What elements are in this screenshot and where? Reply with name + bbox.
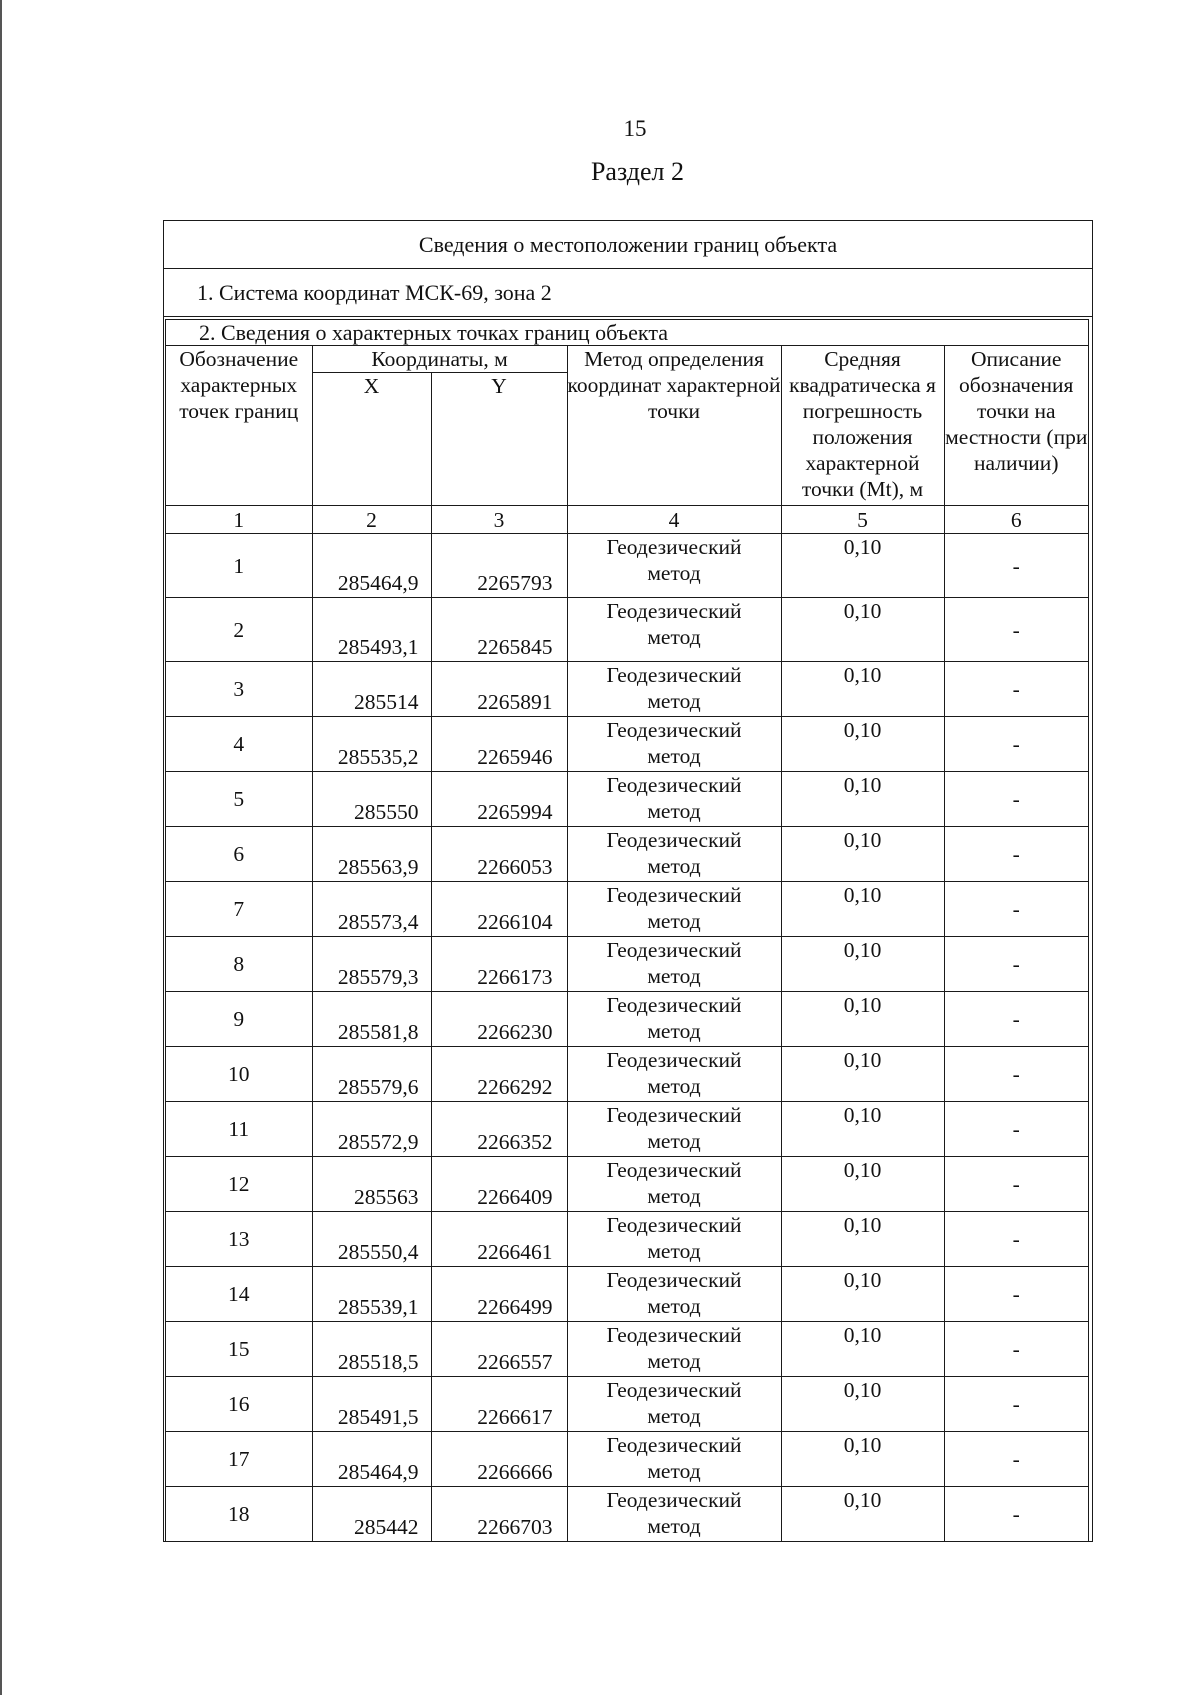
description-value: - bbox=[944, 717, 1088, 772]
coord-x: 285442 bbox=[312, 1487, 431, 1542]
column-number: 2 bbox=[312, 506, 431, 534]
boundary-info-box bbox=[163, 220, 1093, 1542]
method-line-2: метод bbox=[647, 1514, 701, 1538]
coord-y: 2266352 bbox=[431, 1102, 567, 1157]
mt-value: 0,10 bbox=[781, 992, 944, 1047]
point-number: 1 bbox=[166, 534, 312, 598]
mt-value: 0,10 bbox=[781, 662, 944, 717]
method-line-2: метод bbox=[647, 1349, 701, 1373]
point-number: 14 bbox=[166, 1267, 312, 1322]
method-cell bbox=[567, 1487, 781, 1542]
coord-x: 285514 bbox=[312, 662, 431, 717]
point-number: 11 bbox=[166, 1102, 312, 1157]
method-line-1: Геодезический bbox=[606, 1268, 742, 1292]
mt-value: 0,10 bbox=[781, 1267, 944, 1322]
description-value: - bbox=[944, 1377, 1088, 1432]
coord-y: 2266053 bbox=[431, 827, 567, 882]
description-value: - bbox=[944, 1047, 1088, 1102]
coord-y: 2266409 bbox=[431, 1157, 567, 1212]
method-line-2: метод bbox=[647, 799, 701, 823]
table-row bbox=[166, 1487, 1088, 1542]
coord-x: 285579,6 bbox=[312, 1047, 431, 1102]
method-line-2: метод bbox=[647, 561, 701, 585]
method-cell bbox=[567, 1377, 781, 1432]
points-table bbox=[166, 346, 1088, 1542]
description-value: - bbox=[944, 827, 1088, 882]
method-cell bbox=[567, 937, 781, 992]
table-row bbox=[166, 882, 1088, 937]
mt-value: 0,10 bbox=[781, 1432, 944, 1487]
coord-x: 285581,8 bbox=[312, 992, 431, 1047]
coord-y: 2266230 bbox=[431, 992, 567, 1047]
method-line-2: метод bbox=[647, 1294, 701, 1318]
point-number: 10 bbox=[166, 1047, 312, 1102]
column-number: 1 bbox=[166, 506, 312, 534]
method-line-1: Геодезический bbox=[606, 993, 742, 1017]
coord-x: 285464,9 bbox=[312, 534, 431, 598]
coord-x: 285550 bbox=[312, 772, 431, 827]
method-cell bbox=[567, 534, 781, 598]
section-title: Раздел 2 bbox=[590, 157, 685, 186]
method-line-1: Геодезический bbox=[606, 1488, 742, 1512]
point-number: 9 bbox=[166, 992, 312, 1047]
method-cell bbox=[567, 662, 781, 717]
method-line-1: Геодезический bbox=[606, 599, 742, 623]
method-line-1: Геодезический bbox=[606, 828, 742, 852]
method-cell bbox=[567, 1047, 781, 1102]
coord-x: 285579,3 bbox=[312, 937, 431, 992]
table-row bbox=[166, 827, 1088, 882]
description-value: - bbox=[944, 1432, 1088, 1487]
coordinate-system: 1. Система координат МСК-69, зона 2 bbox=[164, 269, 1092, 317]
coord-y: 2266461 bbox=[431, 1212, 567, 1267]
description-value: - bbox=[944, 992, 1088, 1047]
coord-y: 2266292 bbox=[431, 1047, 567, 1102]
coord-y: 2266104 bbox=[431, 882, 567, 937]
col-header-y: Y bbox=[431, 373, 567, 506]
method-line-1: Геодезический bbox=[606, 718, 742, 742]
table-row bbox=[166, 1432, 1088, 1487]
coord-y: 2265793 bbox=[431, 534, 567, 598]
method-line-2: метод bbox=[647, 625, 701, 649]
method-line-2: метод bbox=[647, 964, 701, 988]
point-number: 3 bbox=[166, 662, 312, 717]
point-number: 16 bbox=[166, 1377, 312, 1432]
table-row bbox=[166, 598, 1088, 662]
table-row bbox=[166, 1322, 1088, 1377]
table-row bbox=[166, 1047, 1088, 1102]
description-value: - bbox=[944, 1157, 1088, 1212]
description-value: - bbox=[944, 534, 1088, 598]
coord-x: 285535,2 bbox=[312, 717, 431, 772]
method-line-2: метод bbox=[647, 1129, 701, 1153]
mt-value: 0,10 bbox=[781, 1322, 944, 1377]
coord-y: 2266499 bbox=[431, 1267, 567, 1322]
method-cell bbox=[567, 882, 781, 937]
coord-x: 285493,1 bbox=[312, 598, 431, 662]
method-line-1: Геодезический bbox=[606, 535, 742, 559]
point-number: 6 bbox=[166, 827, 312, 882]
point-number: 13 bbox=[166, 1212, 312, 1267]
point-number: 8 bbox=[166, 937, 312, 992]
table-row bbox=[166, 772, 1088, 827]
mt-value: 0,10 bbox=[781, 534, 944, 598]
point-number: 12 bbox=[166, 1157, 312, 1212]
coord-x: 285573,4 bbox=[312, 882, 431, 937]
mt-value: 0,10 bbox=[781, 1157, 944, 1212]
point-number: 17 bbox=[166, 1432, 312, 1487]
mt-value: 0,10 bbox=[781, 772, 944, 827]
method-line-1: Геодезический bbox=[606, 1323, 742, 1347]
boundary-heading: Сведения о местоположении границ объекта bbox=[164, 221, 1092, 269]
coord-y: 2266703 bbox=[431, 1487, 567, 1542]
method-line-2: метод bbox=[647, 689, 701, 713]
description-value: - bbox=[944, 1487, 1088, 1542]
method-cell bbox=[567, 1432, 781, 1487]
points-section bbox=[165, 319, 1089, 1541]
method-line-1: Геодезический bbox=[606, 883, 742, 907]
coord-y: 2265891 bbox=[431, 662, 567, 717]
col-header-coords: Координаты, м bbox=[312, 346, 567, 373]
col-header-mt: Средняя квадратическа я погрешность положения характерной точки (Mt), м bbox=[781, 346, 944, 506]
col-header-description: Описание обозначения точки на местности (при наличии) bbox=[944, 346, 1088, 506]
table-row bbox=[166, 534, 1088, 598]
coord-y: 2265845 bbox=[431, 598, 567, 662]
coord-y: 2265994 bbox=[431, 772, 567, 827]
description-value: - bbox=[944, 598, 1088, 662]
method-cell bbox=[567, 827, 781, 882]
method-line-1: Геодезический bbox=[606, 663, 742, 687]
coord-y: 2266617 bbox=[431, 1377, 567, 1432]
method-cell bbox=[567, 598, 781, 662]
method-line-1: Геодезический bbox=[606, 1103, 742, 1127]
coord-x: 285464,9 bbox=[312, 1432, 431, 1487]
col-header-designation: Обозначение характерных точек границ bbox=[166, 346, 312, 506]
method-line-1: Геодезический bbox=[606, 773, 742, 797]
col-header-method: Метод определения координат характерной точки bbox=[567, 346, 781, 506]
point-number: 4 bbox=[166, 717, 312, 772]
coord-y: 2265946 bbox=[431, 717, 567, 772]
coord-y: 2266557 bbox=[431, 1322, 567, 1377]
mt-value: 0,10 bbox=[781, 1102, 944, 1157]
mt-value: 0,10 bbox=[781, 1377, 944, 1432]
mt-value: 0,10 bbox=[781, 1047, 944, 1102]
coord-x: 285539,1 bbox=[312, 1267, 431, 1322]
col-header-x: X bbox=[312, 373, 431, 506]
description-value: - bbox=[944, 1322, 1088, 1377]
method-line-1: Геодезический bbox=[606, 1213, 742, 1237]
method-cell bbox=[567, 992, 781, 1047]
method-line-1: Геодезический bbox=[606, 1433, 742, 1457]
description-value: - bbox=[944, 1267, 1088, 1322]
coord-x: 285572,9 bbox=[312, 1102, 431, 1157]
method-line-2: метод bbox=[647, 744, 701, 768]
column-number: 3 bbox=[431, 506, 567, 534]
method-line-1: Геодезический bbox=[606, 1048, 742, 1072]
method-line-2: метод bbox=[647, 854, 701, 878]
table-row bbox=[166, 1157, 1088, 1212]
column-number-row bbox=[166, 506, 1088, 534]
mt-value: 0,10 bbox=[781, 1487, 944, 1542]
method-line-2: метод bbox=[647, 1019, 701, 1043]
table-row bbox=[166, 1212, 1088, 1267]
mt-value: 0,10 bbox=[781, 882, 944, 937]
method-line-1: Геодезический bbox=[606, 938, 742, 962]
scan-edge-line bbox=[0, 0, 2, 1695]
coord-x: 285491,5 bbox=[312, 1377, 431, 1432]
description-value: - bbox=[944, 1102, 1088, 1157]
mt-value: 0,10 bbox=[781, 717, 944, 772]
coord-y: 2266173 bbox=[431, 937, 567, 992]
point-number: 2 bbox=[166, 598, 312, 662]
table-row bbox=[166, 1102, 1088, 1157]
coord-x: 285550,4 bbox=[312, 1212, 431, 1267]
column-number: 6 bbox=[944, 506, 1088, 534]
method-cell bbox=[567, 1267, 781, 1322]
point-number: 5 bbox=[166, 772, 312, 827]
mt-value: 0,10 bbox=[781, 598, 944, 662]
method-line-2: метод bbox=[647, 1459, 701, 1483]
description-value: - bbox=[944, 772, 1088, 827]
mt-value: 0,10 bbox=[781, 827, 944, 882]
method-line-2: метод bbox=[647, 909, 701, 933]
table-header-row bbox=[166, 346, 1088, 373]
coord-x: 285563,9 bbox=[312, 827, 431, 882]
table-row bbox=[166, 937, 1088, 992]
table-row bbox=[166, 1267, 1088, 1322]
description-value: - bbox=[944, 1212, 1088, 1267]
coord-y: 2266666 bbox=[431, 1432, 567, 1487]
method-line-2: метод bbox=[647, 1404, 701, 1428]
mt-value: 0,10 bbox=[781, 937, 944, 992]
point-number: 15 bbox=[166, 1322, 312, 1377]
method-line-2: метод bbox=[647, 1184, 701, 1208]
description-value: - bbox=[944, 937, 1088, 992]
point-number: 18 bbox=[166, 1487, 312, 1542]
method-cell bbox=[567, 1212, 781, 1267]
method-cell bbox=[567, 772, 781, 827]
points-table-body bbox=[166, 534, 1088, 1542]
method-cell bbox=[567, 717, 781, 772]
mt-value: 0,10 bbox=[781, 1212, 944, 1267]
method-line-2: метод bbox=[647, 1239, 701, 1263]
table-row bbox=[166, 662, 1088, 717]
column-number: 5 bbox=[781, 506, 944, 534]
table-row bbox=[166, 992, 1088, 1047]
method-line-1: Геодезический bbox=[606, 1158, 742, 1182]
description-value: - bbox=[944, 882, 1088, 937]
method-cell bbox=[567, 1157, 781, 1212]
method-line-2: метод bbox=[647, 1074, 701, 1098]
method-cell bbox=[567, 1102, 781, 1157]
coord-x: 285563 bbox=[312, 1157, 431, 1212]
method-cell bbox=[567, 1322, 781, 1377]
page-number: 15 bbox=[623, 116, 647, 141]
point-number: 7 bbox=[166, 882, 312, 937]
description-value: - bbox=[944, 662, 1088, 717]
column-number: 4 bbox=[567, 506, 781, 534]
coord-x: 285518,5 bbox=[312, 1322, 431, 1377]
method-line-1: Геодезический bbox=[606, 1378, 742, 1402]
points-section-title: 2. Сведения о характерных точках границ объекта bbox=[166, 320, 1088, 346]
table-row bbox=[166, 717, 1088, 772]
table-row bbox=[166, 1377, 1088, 1432]
